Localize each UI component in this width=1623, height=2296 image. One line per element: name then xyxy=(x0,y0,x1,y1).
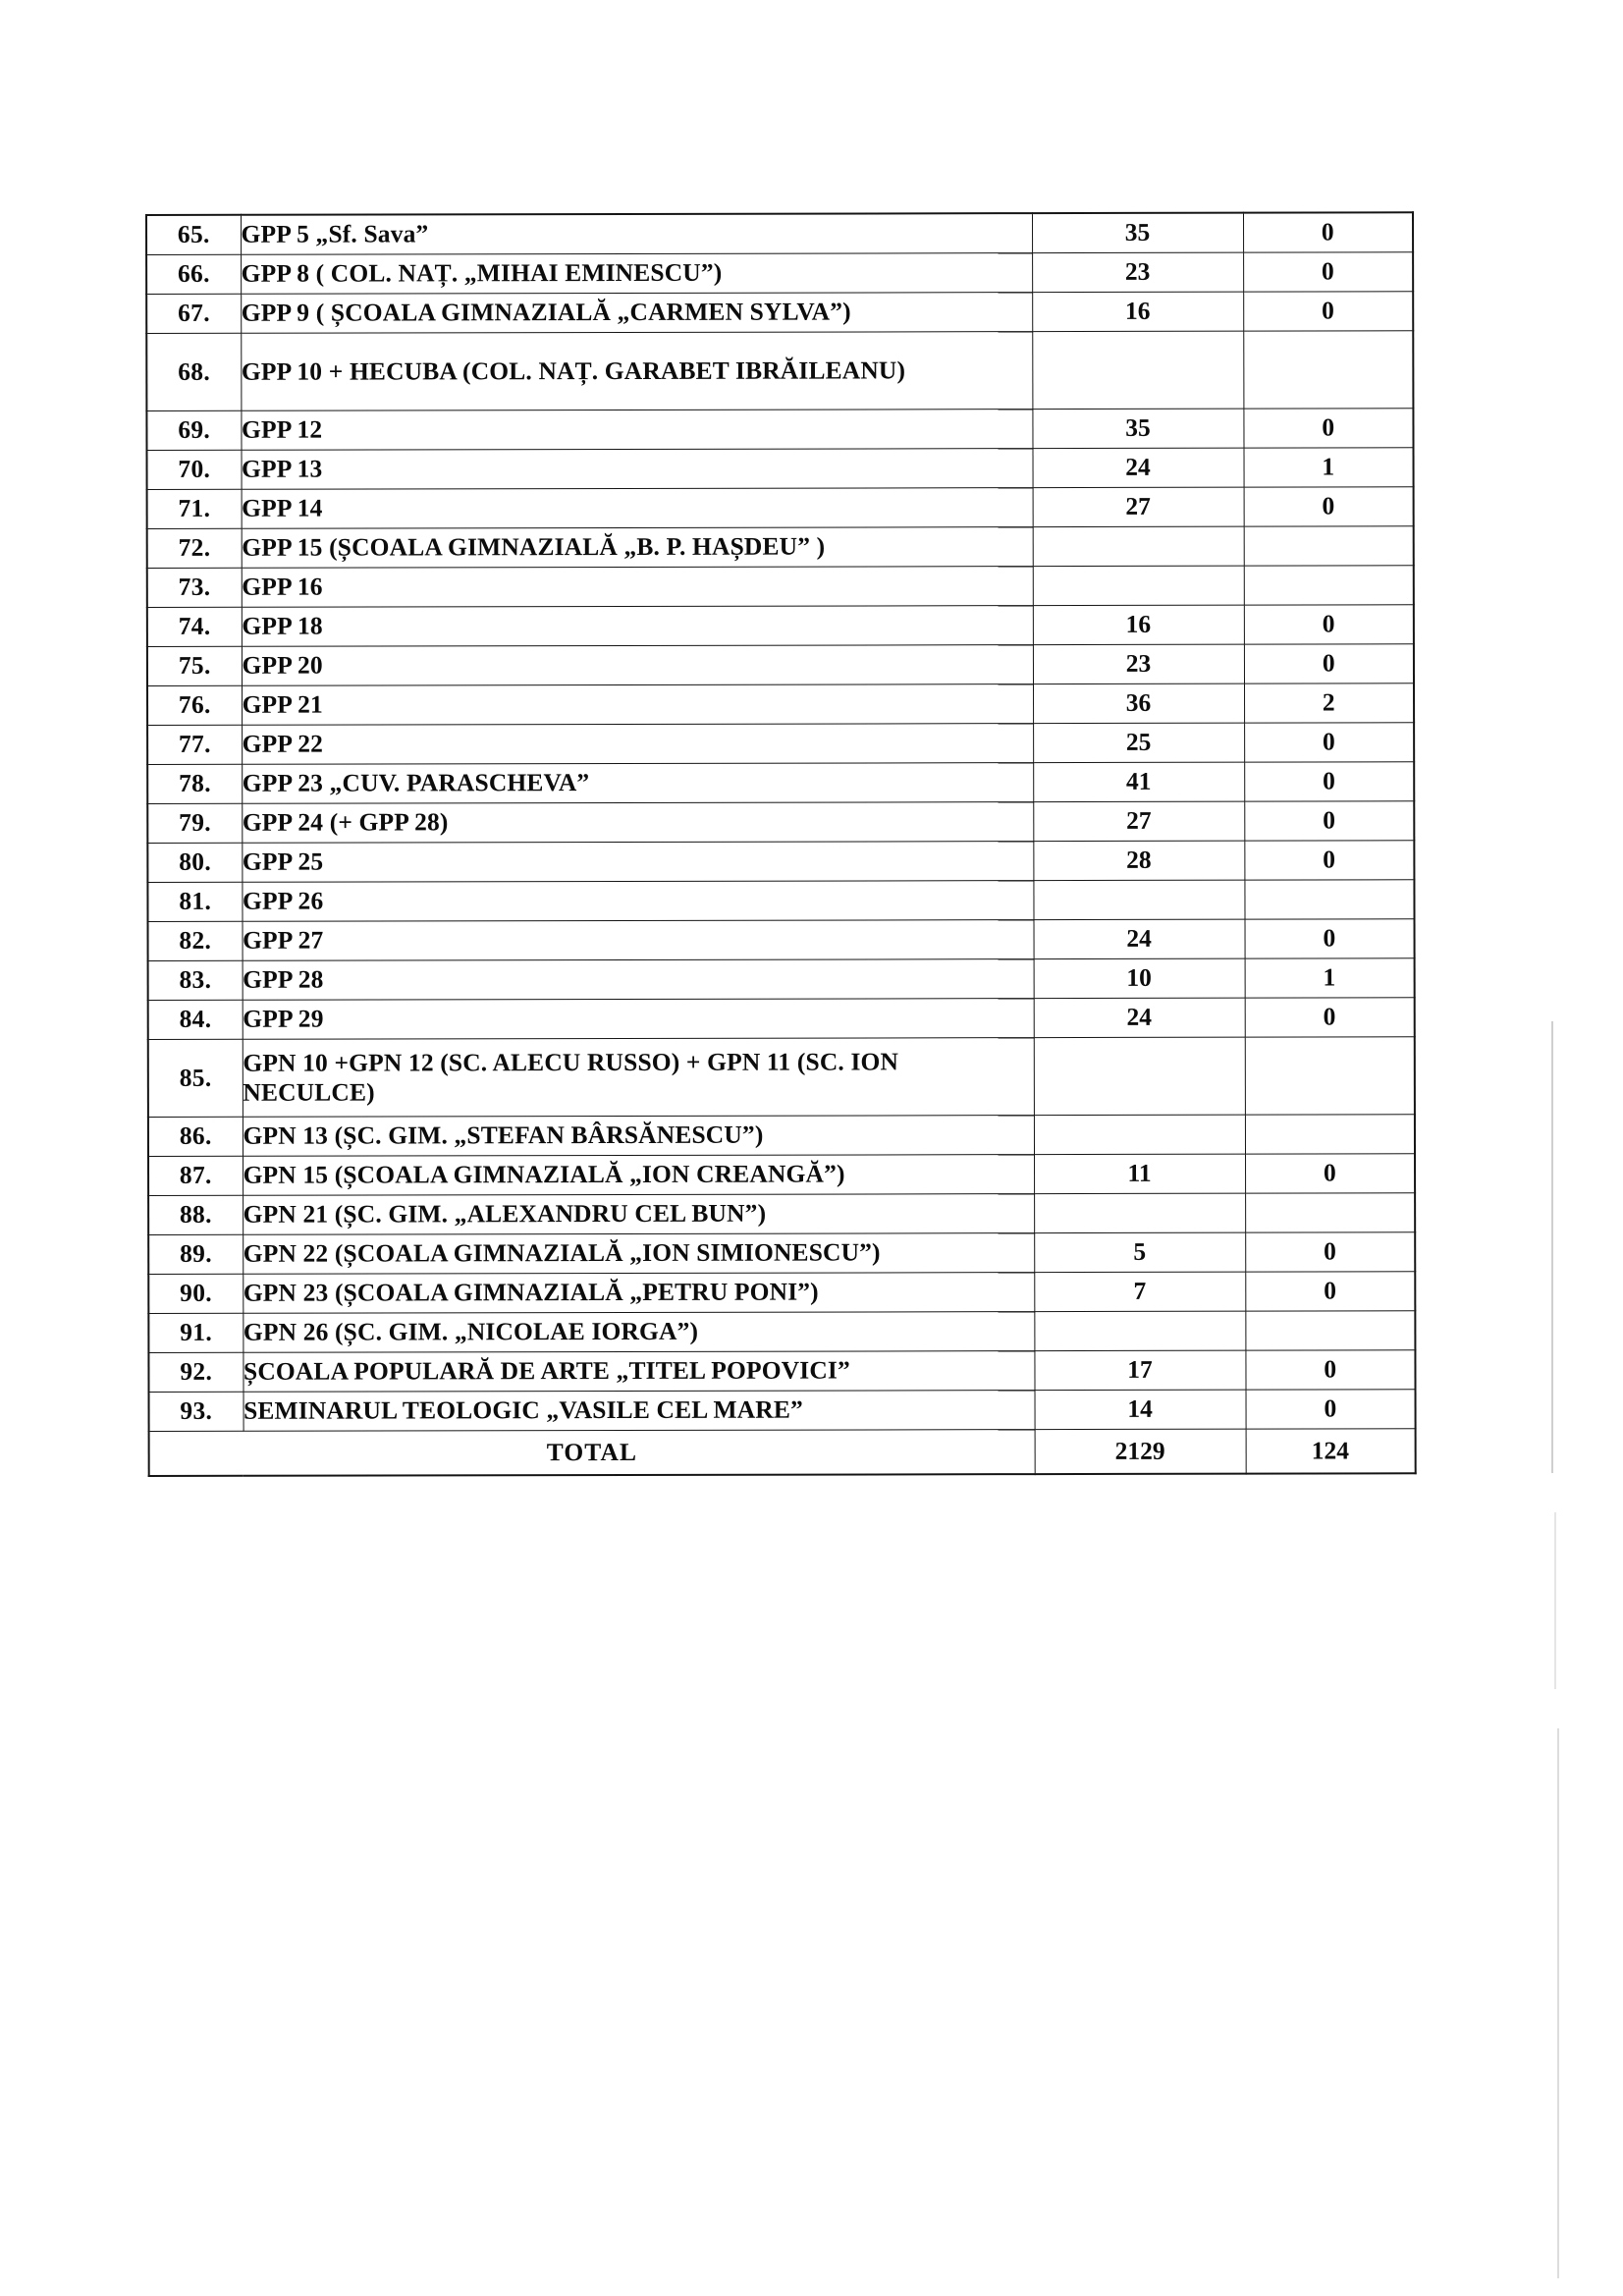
row-number: 81. xyxy=(147,882,242,921)
value-column-2: 0 xyxy=(1244,801,1414,841)
table-row xyxy=(146,292,1413,334)
value-column-2: 0 xyxy=(1244,841,1414,880)
value-column-1: 35 xyxy=(1032,213,1243,253)
value-column-1: 36 xyxy=(1033,683,1244,723)
institution-name: GPP 25 xyxy=(242,842,1033,883)
value-column-2: 0 xyxy=(1244,605,1414,644)
value-column-1 xyxy=(1034,1311,1245,1350)
value-column-1: 16 xyxy=(1033,605,1244,644)
table-row xyxy=(146,252,1413,295)
value-column-1: 11 xyxy=(1034,1154,1245,1193)
value-column-2: 0 xyxy=(1244,644,1414,683)
table-row xyxy=(147,605,1414,647)
table-row xyxy=(147,762,1414,804)
institution-name: GPP 26 xyxy=(242,881,1033,922)
row-number: 78. xyxy=(147,764,242,803)
value-column-1 xyxy=(1034,1115,1245,1154)
scan-artifact-line xyxy=(1554,1512,1556,1689)
value-column-2 xyxy=(1245,1037,1415,1115)
value-column-2 xyxy=(1244,566,1414,605)
row-number: 85. xyxy=(148,1039,243,1117)
row-number: 75. xyxy=(147,646,242,685)
institution-name: SEMINARUL TEOLOGIC „VASILE CEL MARE” xyxy=(243,1391,1035,1432)
table-row xyxy=(146,331,1413,411)
value-column-1: 23 xyxy=(1032,252,1243,292)
row-number: 89. xyxy=(148,1234,243,1274)
schools-enrollment-table xyxy=(145,211,1417,1477)
table-row xyxy=(146,409,1413,451)
value-column-1: 10 xyxy=(1034,958,1245,998)
table-row xyxy=(146,212,1413,254)
institution-name: GPN 26 (ȘC. GIM. „NICOLAE IORGA”) xyxy=(243,1312,1034,1353)
value-column-1: 23 xyxy=(1033,644,1244,683)
value-column-2 xyxy=(1245,1115,1415,1154)
row-number: 91. xyxy=(148,1313,243,1352)
institution-name: GPP 5 „Sf. Sava” xyxy=(241,213,1032,254)
institution-name: GPP 14 xyxy=(242,488,1033,529)
row-number: 71. xyxy=(147,489,242,528)
table-row xyxy=(147,526,1414,569)
institution-name: GPP 16 xyxy=(242,567,1033,608)
institution-name: GPP 29 xyxy=(243,999,1034,1040)
value-column-2: 0 xyxy=(1245,919,1415,958)
row-number: 77. xyxy=(147,725,242,764)
scan-artifact-line xyxy=(1557,1728,1559,2278)
table-row xyxy=(147,723,1414,765)
table-row xyxy=(147,487,1414,529)
table-row xyxy=(147,841,1414,883)
value-column-2: 1 xyxy=(1244,448,1414,487)
table-row xyxy=(149,1390,1416,1432)
institution-name: GPN 10 +GPN 12 (SC. ALECU RUSSO) + GPN 11 (SC. ION NECULCE) xyxy=(243,1038,1034,1118)
row-number: 87. xyxy=(148,1156,243,1195)
value-column-2: 0 xyxy=(1245,1350,1415,1390)
value-column-2: 1 xyxy=(1245,958,1415,998)
institution-name: ȘCOALA POPULARĂ DE ARTE „TITEL POPOVICI” xyxy=(243,1351,1034,1393)
row-number: 66. xyxy=(146,254,241,294)
table-row xyxy=(148,998,1415,1040)
table-row xyxy=(148,1311,1415,1353)
institution-name: GPN 13 (ȘC. GIM. „STEFAN BÂRSĂNESCU”) xyxy=(243,1116,1034,1157)
value-column-1: 17 xyxy=(1034,1350,1245,1390)
institution-name: GPP 23 „CUV. PARASCHEVA” xyxy=(242,763,1033,804)
table-row xyxy=(147,566,1414,608)
row-number: 80. xyxy=(147,843,242,882)
row-number: 84. xyxy=(148,1000,243,1039)
row-number: 76. xyxy=(147,685,242,725)
value-column-1: 16 xyxy=(1032,292,1243,331)
row-number: 82. xyxy=(148,921,243,960)
row-number: 93. xyxy=(149,1392,243,1431)
value-column-1: 28 xyxy=(1033,841,1244,880)
value-column-2: 0 xyxy=(1246,1390,1416,1429)
value-column-2: 2 xyxy=(1244,683,1414,723)
value-column-1: 27 xyxy=(1033,487,1244,526)
value-column-1: 27 xyxy=(1033,801,1244,841)
value-column-2: 0 xyxy=(1245,998,1415,1037)
table-row xyxy=(148,1115,1415,1157)
row-number: 79. xyxy=(147,803,242,843)
table-row xyxy=(147,683,1414,726)
table-row xyxy=(147,448,1414,490)
row-number: 73. xyxy=(147,568,242,607)
value-column-1: 41 xyxy=(1033,762,1244,801)
value-column-1: 5 xyxy=(1034,1232,1245,1272)
table-container xyxy=(145,211,1415,1477)
row-number: 70. xyxy=(147,450,242,489)
table-row xyxy=(148,919,1415,961)
value-column-2: 0 xyxy=(1245,1232,1415,1272)
table-row xyxy=(148,1272,1415,1314)
row-number: 86. xyxy=(148,1117,243,1156)
row-number: 69. xyxy=(146,410,241,450)
value-column-1: 24 xyxy=(1033,448,1244,487)
total-value-column-1: 2129 xyxy=(1035,1429,1246,1474)
row-number: 67. xyxy=(146,294,241,333)
institution-name: GPP 13 xyxy=(242,449,1033,490)
table-row xyxy=(147,644,1414,686)
institution-name: GPP 8 ( COL. NAȚ. „MIHAI EMINESCU”) xyxy=(241,253,1032,295)
value-column-2 xyxy=(1243,331,1413,409)
institution-name: GPN 22 (ȘCOALA GIMNAZIALĂ „ION SIMIONESCU”) xyxy=(243,1233,1034,1275)
row-number: 83. xyxy=(148,960,243,1000)
value-column-2: 0 xyxy=(1243,212,1413,252)
value-column-2: 0 xyxy=(1244,487,1414,526)
value-column-1 xyxy=(1034,1193,1245,1232)
value-column-1: 24 xyxy=(1034,998,1245,1037)
institution-name: GPP 20 xyxy=(242,645,1033,686)
institution-name: GPP 21 xyxy=(242,684,1033,726)
scan-artifact-line xyxy=(1551,1021,1553,1473)
value-column-2: 0 xyxy=(1245,1272,1415,1311)
value-column-1 xyxy=(1034,1037,1245,1115)
value-column-2: 0 xyxy=(1243,409,1413,448)
table-row xyxy=(147,880,1414,922)
institution-name: GPP 12 xyxy=(241,410,1032,451)
table-total-row xyxy=(149,1429,1416,1476)
table-row xyxy=(147,801,1414,844)
total-value-column-2: 124 xyxy=(1246,1429,1416,1474)
row-number: 65. xyxy=(146,215,241,255)
value-column-1: 25 xyxy=(1033,723,1244,762)
institution-name: GPN 21 (ȘC. GIM. „ALEXANDRU CEL BUN”) xyxy=(243,1194,1034,1235)
institution-name: GPP 18 xyxy=(242,606,1033,647)
table-row xyxy=(148,1154,1415,1196)
institution-name: GPP 22 xyxy=(242,724,1033,765)
table-body xyxy=(146,212,1416,1476)
total-label: TOTAL xyxy=(149,1430,1035,1476)
row-number: 92. xyxy=(148,1352,243,1392)
institution-name: GPP 9 ( ȘCOALA GIMNAZIALĂ „CARMEN SYLVA”) xyxy=(241,293,1032,334)
row-number: 72. xyxy=(147,528,242,568)
value-column-1: 35 xyxy=(1032,409,1243,448)
value-column-1 xyxy=(1032,331,1243,409)
table-row xyxy=(148,958,1415,1001)
value-column-2 xyxy=(1245,1193,1415,1232)
institution-name: GPP 10 + HECUBA (COL. NAȚ. GARABET IBRĂILEANU) xyxy=(241,332,1032,411)
value-column-2 xyxy=(1244,526,1414,566)
value-column-1 xyxy=(1033,880,1244,919)
table-row xyxy=(148,1350,1415,1393)
institution-name: GPP 27 xyxy=(243,920,1034,961)
value-column-2: 0 xyxy=(1243,292,1413,331)
value-column-2: 0 xyxy=(1244,723,1414,762)
institution-name: GPP 24 (+ GPP 28) xyxy=(242,802,1033,844)
value-column-2 xyxy=(1244,880,1414,919)
table-row xyxy=(148,1232,1415,1275)
value-column-2: 0 xyxy=(1243,252,1413,292)
institution-name: GPP 15 (ȘCOALA GIMNAZIALĂ „B. P. HAȘDEU” ) xyxy=(242,527,1033,569)
institution-name: GPN 15 (ȘCOALA GIMNAZIALĂ „ION CREANGĂ”) xyxy=(243,1155,1034,1196)
value-column-2 xyxy=(1245,1311,1415,1350)
institution-name: GPN 23 (ȘCOALA GIMNAZIALĂ „PETRU PONI”) xyxy=(243,1273,1034,1314)
institution-name: GPP 28 xyxy=(243,959,1034,1001)
row-number: 74. xyxy=(147,607,242,646)
row-number: 90. xyxy=(148,1274,243,1313)
value-column-1: 24 xyxy=(1034,919,1245,958)
value-column-1 xyxy=(1033,566,1244,605)
value-column-2: 0 xyxy=(1245,1154,1415,1193)
value-column-1: 7 xyxy=(1034,1272,1245,1311)
value-column-1: 14 xyxy=(1035,1390,1246,1429)
table-row xyxy=(148,1037,1415,1118)
row-number: 68. xyxy=(146,333,241,410)
value-column-1 xyxy=(1033,526,1244,566)
row-number: 88. xyxy=(148,1195,243,1234)
table-row xyxy=(148,1193,1415,1235)
value-column-2: 0 xyxy=(1244,762,1414,801)
